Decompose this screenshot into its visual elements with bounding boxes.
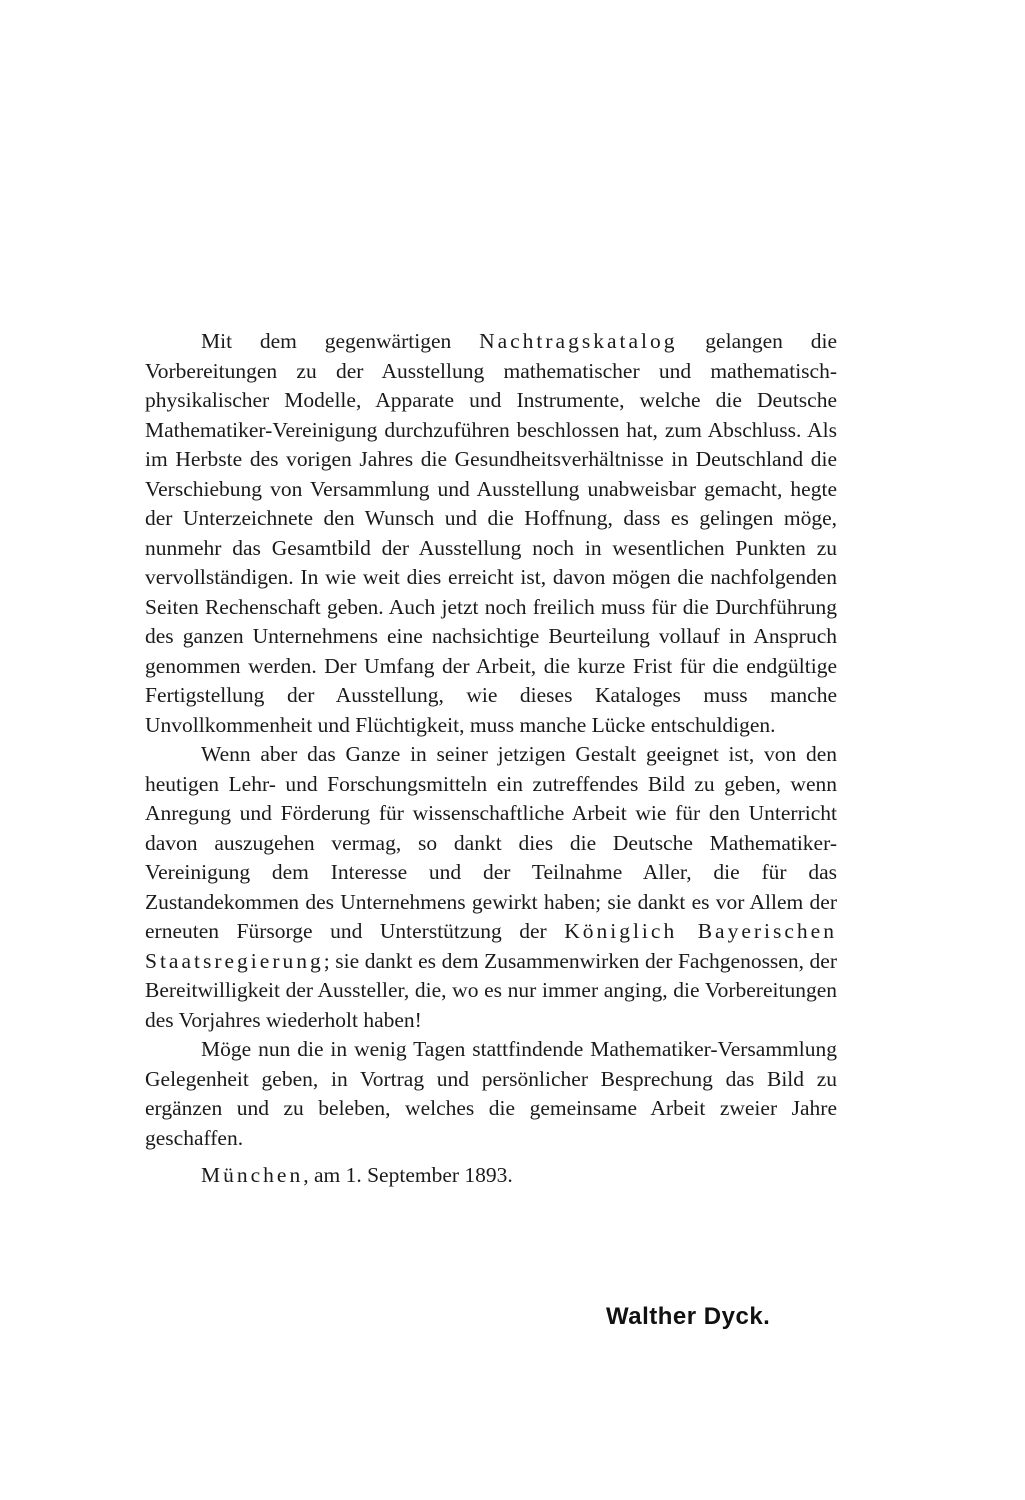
paragraph-1-after: gelangen die Vorbereitungen zu der Ausstellung mathematischer und mathematisch-physikalischer Modelle, Apparate und Instrumente, welche die Deutsche Mathematiker-Vereinigung durchzuführen beschlossen hat, zum Abschluss. Als im Herbste des vorigen Jahres die Gesundheitsverhältnisse in Deutschland die Verschiebung von Versammlung und Ausstellung unabweisbar gemacht, hegte der Unterzeichnete den Wunsch und die Hoffnung, dass es gelingen möge, nunmehr das Gesamtbild der Ausstellung noch in wesentlichen Punkten zu vervollständigen. In wie weit dies erreicht ist, davon mögen die nachfolgenden Seiten Rechenschaft geben. Auch jetzt noch freilich muss für die Durchführung des ganzen Unternehmens eine nachsichtige Beurteilung vollauf in Anspruch genommen werden. Der Umfang der Arbeit, die kurze Frist für die endgültige Fertigstellung der Ausstellung, wie dieses Kataloges muss manche Unvollkommenheit und Flüchtigkeit, muss manche Lücke entschuldigen. [145, 329, 837, 737]
body-text [145, 327, 837, 1191]
dateline [145, 1161, 837, 1191]
paragraph-2 [145, 740, 837, 1035]
paragraph-3-text: Möge nun die in wenig Tagen stattfindende Mathematiker-Versammlung Gelegenheit geben, in Vortrag und persönlicher Besprechung das Bild zu ergänzen und zu beleben, welches die gemeinsame Arbeit zweier Jahre geschaffen. [145, 1037, 837, 1150]
catalog-title-emphasis: Nachtragskatalog [479, 329, 678, 353]
paragraph-1 [145, 327, 837, 740]
dateline-date: , am 1. September 1893. [303, 1163, 513, 1187]
government-emphasis: Königlich Bayerischen Staatsregierung [145, 919, 837, 973]
paragraph-1-before: Mit dem gegenwärtigen [201, 329, 480, 353]
paragraph-3 [145, 1035, 837, 1153]
dateline-place: München [201, 1163, 304, 1187]
signature: Walther Dyck. [606, 1303, 771, 1330]
paragraph-2-after: ; sie dankt es dem Zusammenwirken der Fachgenossen, der Bereitwilligkeit der Aussteller, die, wo es nur immer anging, die Vorbereitungen des Vorjahres wiederholt haben! [145, 948, 837, 1032]
paragraph-2-before: Wenn aber das Ganze in seiner jetzigen Gestalt geeignet ist, von den heutigen Lehr- und Forschungsmitteln ein zutreffendes Bild zu geben, wenn Anregung und Förderung für wissenschaftliche Arbeit wie für den Unterricht davon auszugehen vermag, so dankt dies die Deutsche Mathematiker-Vereinigung dem Interesse und der Teilnahme Aller, die für das Zustandekommen des Unternehmens gewirkt haben; sie dankt es vor Allem der erneuten Fürsorge und Unterstützung der [145, 742, 837, 943]
